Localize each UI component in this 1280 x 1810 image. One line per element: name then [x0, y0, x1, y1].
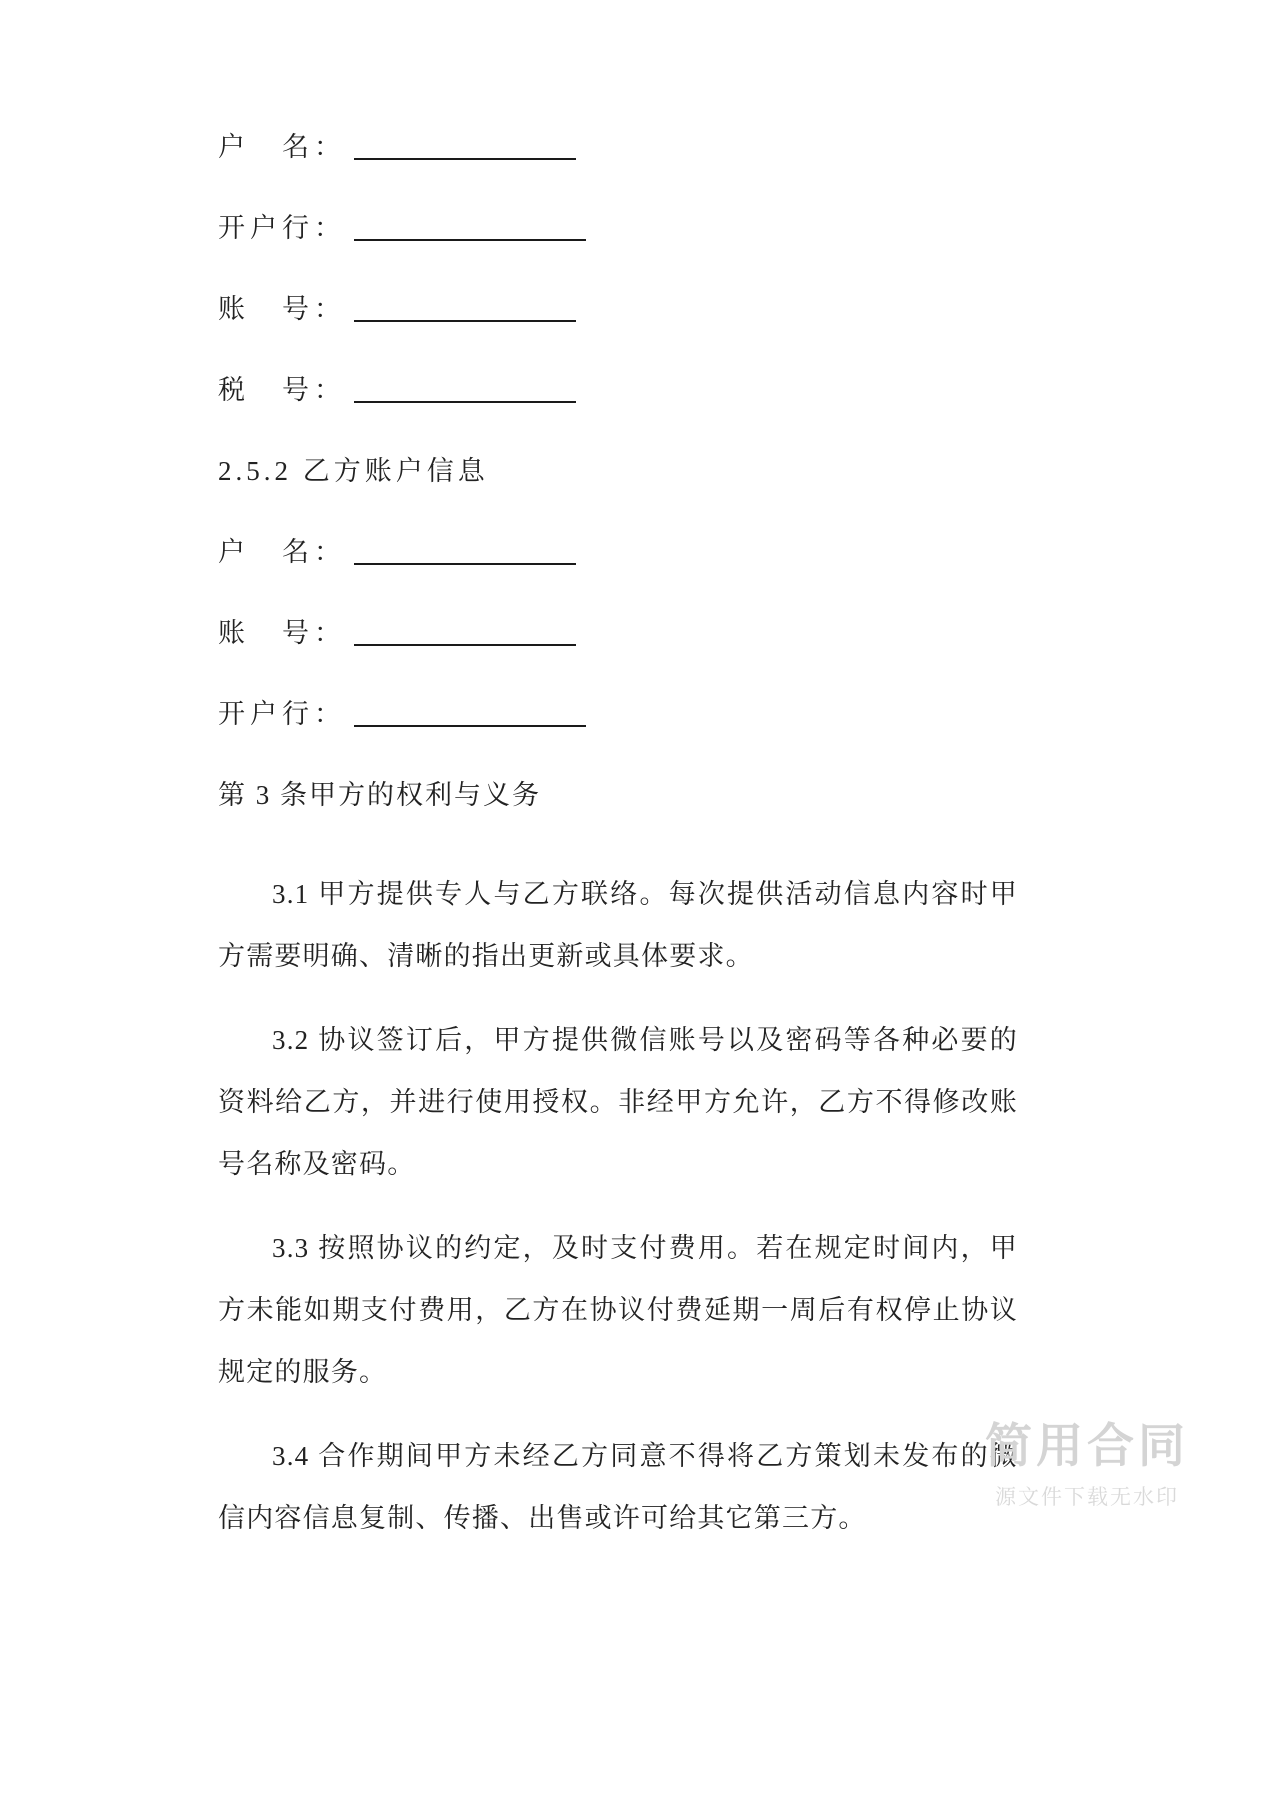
field-blank-line[interactable]: [354, 294, 576, 322]
field-blank-line[interactable]: [354, 213, 586, 241]
field-row-account-name-b: [218, 537, 1018, 568]
field-label: 开户行：: [218, 699, 346, 730]
paragraph-3-1: 3.1 甲方提供专人与乙方联络。每次提供活动信息内容时甲方需要明确、清晰的指出更新或具体要求。: [218, 879, 1018, 972]
party-b-account-fields: [218, 537, 1018, 730]
field-row-account-number-a: [218, 294, 1018, 325]
field-blank-line[interactable]: [354, 699, 586, 727]
field-row-bank-b: [218, 699, 1018, 730]
field-row-tax-number-a: [218, 375, 1018, 406]
party-a-account-fields: [218, 132, 1018, 406]
field-label: 账 号：: [218, 294, 346, 325]
clause-heading-3: 第 3 条甲方的权利与义务: [218, 780, 541, 811]
field-label: 开户行：: [218, 213, 346, 244]
field-row-account-number-b: [218, 618, 1018, 649]
field-row-account-name-a: [218, 132, 1018, 163]
field-blank-line[interactable]: [354, 618, 576, 646]
field-label: 户 名：: [218, 537, 346, 568]
paragraph-3-3: 3.3 按照协议的约定，及时支付费用。若在规定时间内，甲方未能如期支付费用，乙方在协议付费延期一周后有权停止协议规定的服务。: [218, 1233, 1018, 1388]
watermark-brand-text: 简用合同: [985, 1419, 1189, 1475]
watermark-note-text: 源文件下载无水印: [995, 1484, 1179, 1509]
field-blank-line[interactable]: [354, 132, 576, 160]
field-blank-line[interactable]: [354, 375, 576, 403]
field-row-bank-a: [218, 213, 1018, 244]
field-label: 户 名：: [218, 132, 346, 163]
field-label: 账 号：: [218, 618, 346, 649]
section-heading-2-5-2: 2.5.2 乙方账户信息: [218, 456, 489, 486]
document-body: [218, 132, 1018, 1549]
paragraph-3-4: 3.4 合作期间甲方未经乙方同意不得将乙方策划未发布的微信内容信息复制、传播、出售或许可给其它第三方。: [218, 1441, 1018, 1534]
field-label: 税 号：: [218, 375, 346, 406]
field-blank-line[interactable]: [354, 537, 576, 565]
paragraph-3-2: 3.2 协议签订后，甲方提供微信账号以及密码等各种必要的资料给乙方，并进行使用授权。非经甲方允许，乙方不得修改账号名称及密码。: [218, 1025, 1018, 1180]
